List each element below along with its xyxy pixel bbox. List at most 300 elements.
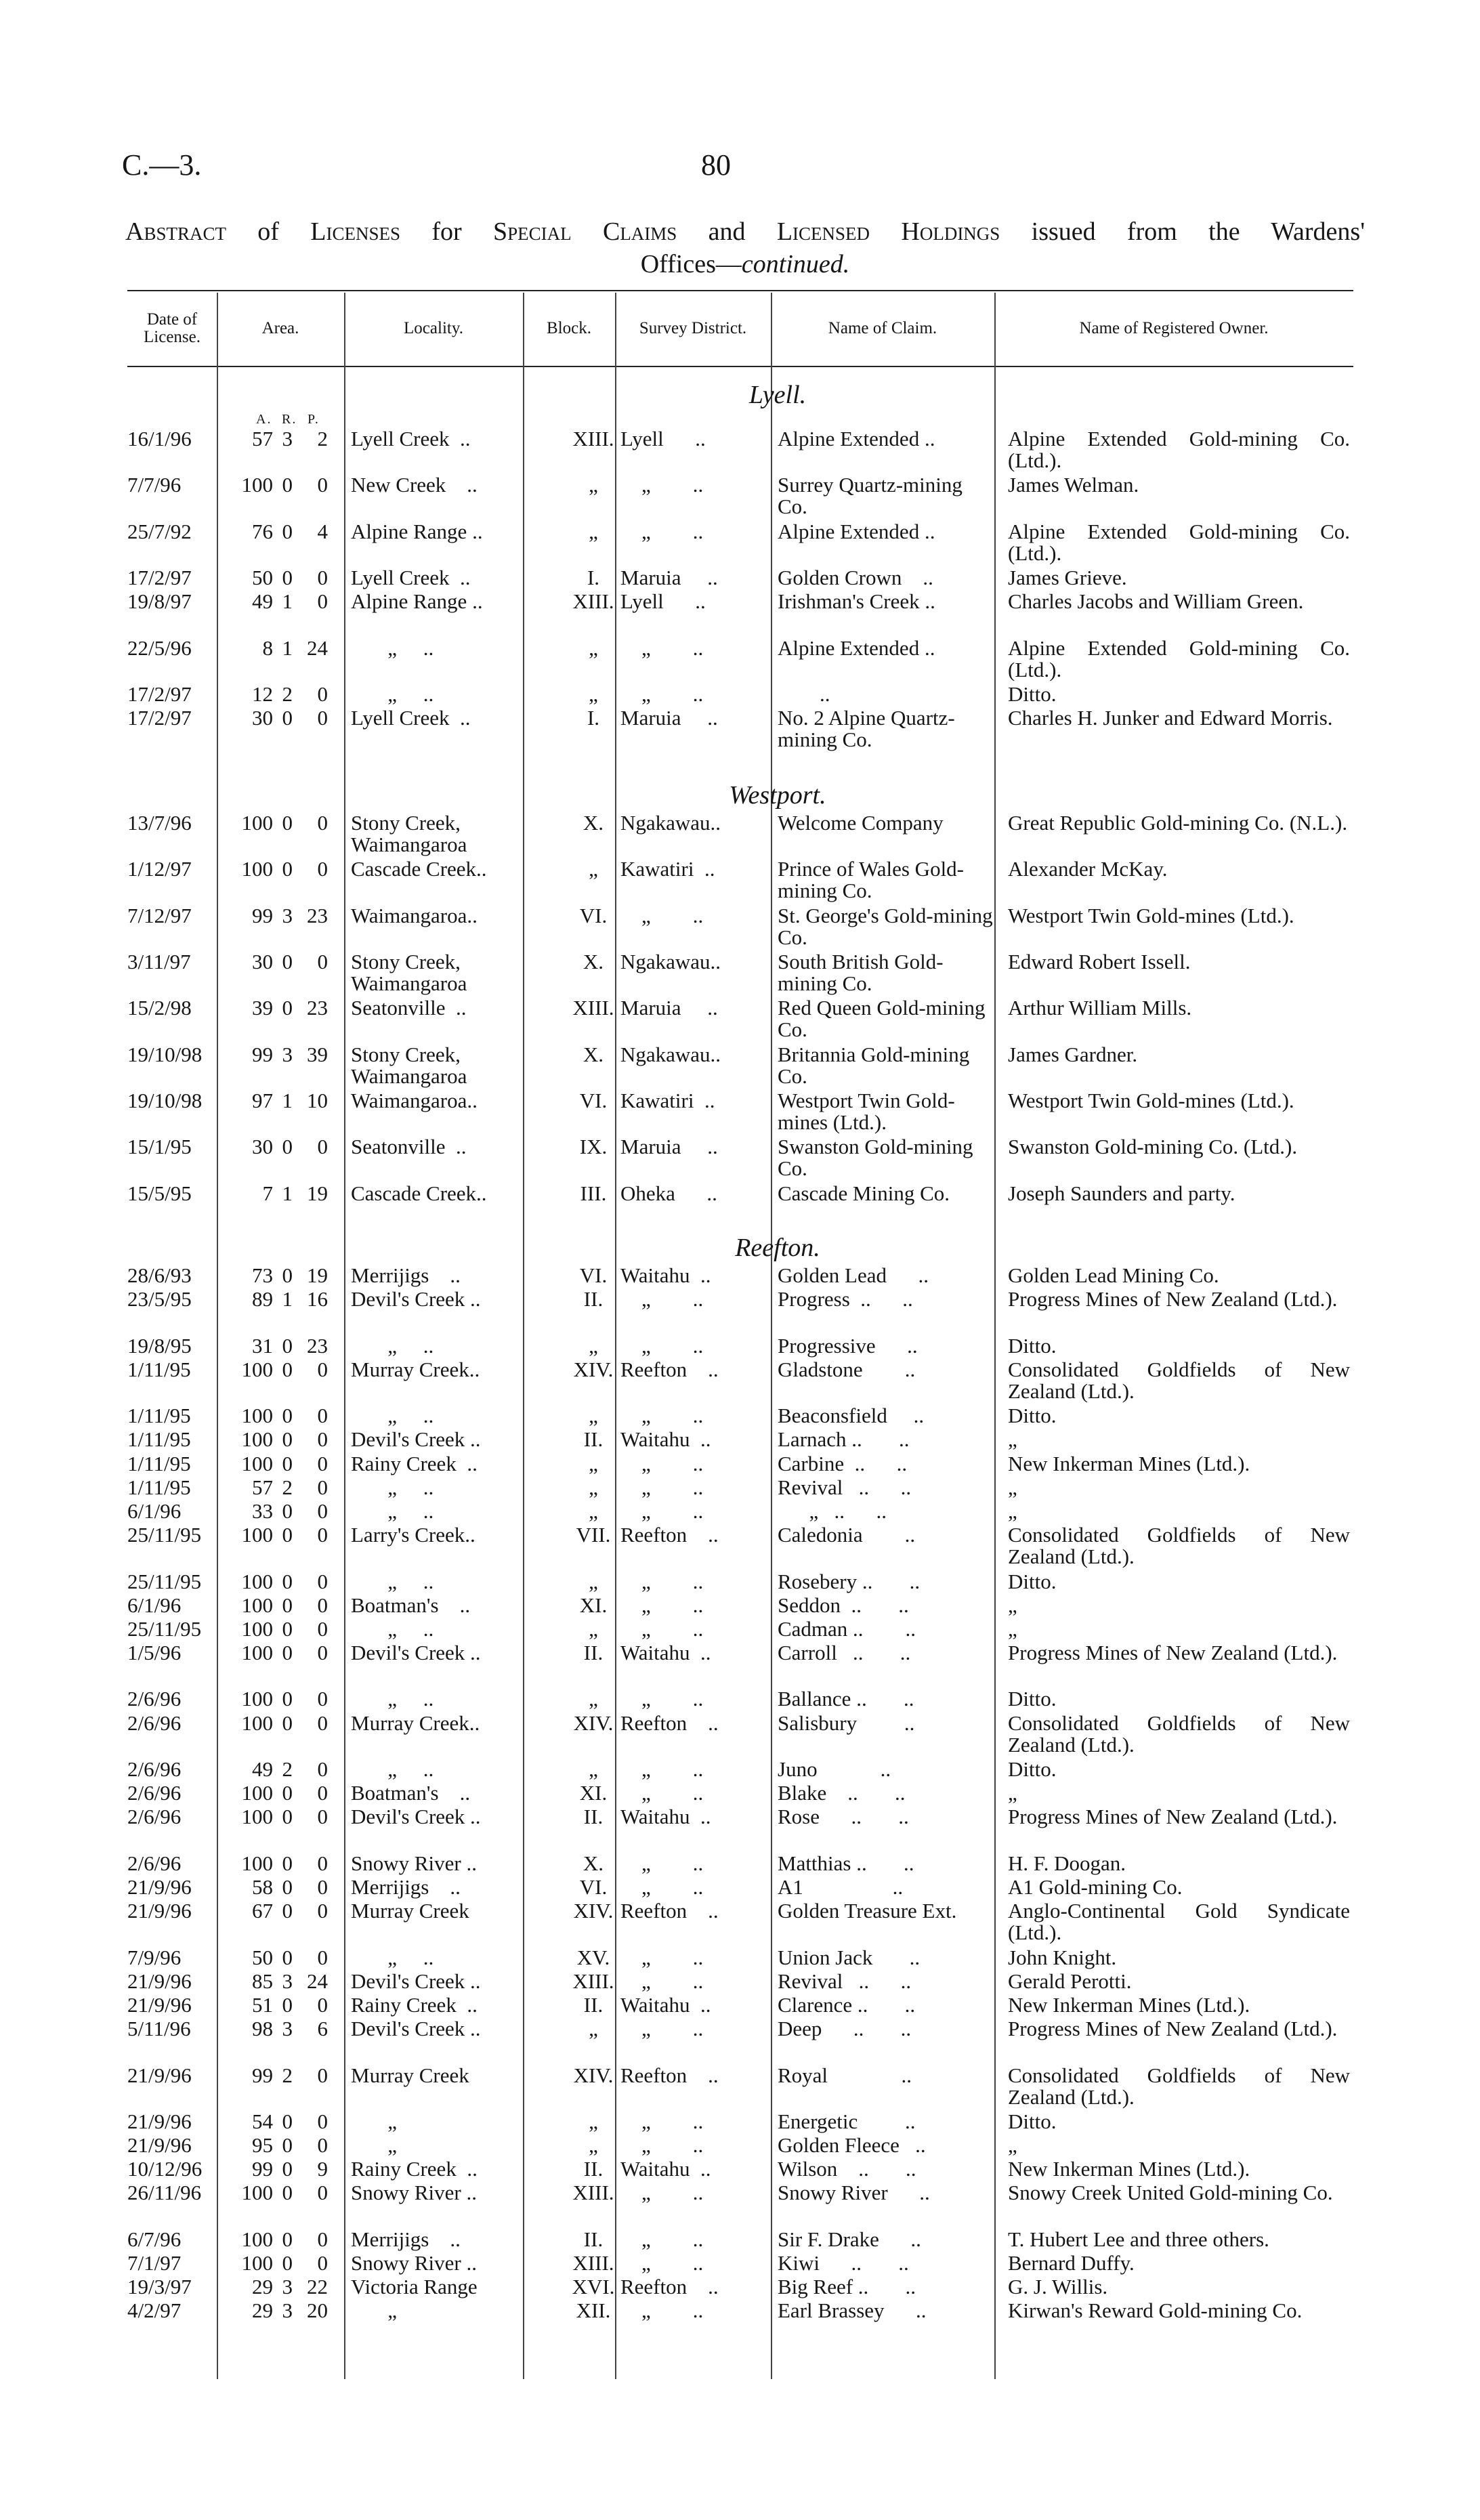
- locality: „ ..: [351, 635, 434, 660]
- license-date: 2/6/96: [127, 1805, 182, 1829]
- area-perches: 0: [317, 857, 328, 881]
- col-header-area: Area.: [261, 319, 299, 337]
- registered-owner: Charles Jacobs and William Green.: [1008, 589, 1304, 614]
- block: XIII.: [572, 996, 614, 1020]
- area-perches: 0: [317, 1523, 328, 1547]
- area-acres: 67: [252, 1899, 273, 1923]
- table-row: [127, 996, 1353, 1042]
- area-acres: 89: [252, 1287, 273, 1311]
- survey-district: „ ..: [620, 1593, 704, 1617]
- claim-name: South British Gold-mining Co.: [778, 949, 944, 995]
- locality: „: [351, 2109, 398, 2133]
- table-row: [127, 1593, 1353, 1617]
- block: „: [589, 1333, 598, 1358]
- area-acres: 99: [252, 2063, 273, 2087]
- area-perches: 0: [317, 1427, 328, 1452]
- area-perches: 0: [317, 1641, 328, 1665]
- survey-district: Ngakawau..: [620, 949, 721, 973]
- registered-owner: „: [1008, 1593, 1017, 1617]
- survey-district: Waitahu ..: [620, 1427, 711, 1452]
- block: XIII.: [572, 1969, 614, 1993]
- license-date: 1/11/95: [127, 1357, 191, 1381]
- claim-name: Surrey Quartz-mining Co.: [778, 473, 968, 519]
- area-roods: 0: [282, 996, 293, 1020]
- survey-district: Maruia ..: [620, 566, 718, 590]
- locality: Lyell Creek ..: [351, 706, 471, 730]
- table-row: [127, 904, 1353, 950]
- block: X.: [583, 949, 604, 973]
- section-spacer: [127, 1205, 1353, 1232]
- block: X.: [583, 1851, 604, 1875]
- section-title: Westport.: [729, 780, 826, 810]
- license-date: 7/7/96: [127, 473, 182, 497]
- area-acres: 100: [241, 1851, 273, 1875]
- locality: „ ..: [351, 1757, 434, 1782]
- locality: Alpine Range ..: [351, 519, 483, 543]
- area-acres: 29: [252, 2298, 273, 2323]
- area-acres: 100: [241, 1593, 273, 1617]
- block: „: [589, 1616, 598, 1641]
- block: XII.: [576, 2298, 611, 2323]
- claim-name: Larnach .. ..: [778, 1427, 910, 1452]
- table-header-bottom-rule: [127, 366, 1353, 367]
- table-row: [127, 2251, 1353, 2275]
- license-date: 21/9/96: [127, 2063, 192, 2087]
- registered-owner: New Inkerman Mines (Ltd.).: [1008, 1451, 1250, 1475]
- survey-district: „ ..: [620, 2109, 704, 2133]
- locality: Devil's Creek ..: [351, 1287, 481, 1311]
- survey-district: „ ..: [620, 903, 704, 927]
- area-perches: 0: [317, 1593, 328, 1617]
- license-date: 17/2/97: [127, 566, 192, 590]
- area-perches: 0: [317, 2063, 328, 2087]
- survey-district: „ ..: [620, 1404, 704, 1428]
- area-roods: 1: [282, 1287, 293, 1311]
- registered-owner: T. Hubert Lee and three others.: [1008, 2227, 1269, 2251]
- block: XI.: [579, 1593, 608, 1617]
- block: I.: [587, 706, 600, 730]
- locality: Devil's Creek ..: [351, 1805, 481, 1829]
- document-code: C.—3.: [122, 148, 202, 182]
- area-acres: 97: [252, 1089, 273, 1113]
- area-acres: 85: [252, 1969, 273, 1993]
- block: „: [589, 1757, 598, 1782]
- area-acres: 29: [252, 2275, 273, 2299]
- registered-owner: Bernard Duffy.: [1008, 2251, 1135, 2275]
- survey-district: Kawatiri ..: [620, 1089, 715, 1113]
- area-acres: 57: [252, 1475, 273, 1499]
- area-perches: 19: [307, 1181, 328, 1205]
- table-row: [127, 950, 1353, 996]
- survey-district: „ ..: [620, 2298, 704, 2323]
- col-header-locality: Locality.: [404, 319, 463, 337]
- block: II.: [583, 2157, 604, 2181]
- registered-owner: Alpine Extended Gold-mining Co. (Ltd.).: [1008, 519, 1355, 565]
- table-row: [127, 2063, 1353, 2109]
- area-roods: 0: [282, 1992, 293, 2017]
- license-date: 21/9/96: [127, 1992, 192, 2017]
- survey-district: Waitahu ..: [620, 1263, 711, 1288]
- area-roods: 0: [282, 949, 293, 973]
- area-roods: 3: [282, 427, 293, 450]
- area-roods: 2: [282, 1757, 293, 1782]
- block: „: [589, 635, 598, 660]
- block: „: [589, 2017, 598, 2041]
- locality: Cascade Creek..: [351, 857, 487, 881]
- area-roods: 0: [282, 2157, 293, 2181]
- table-row: [127, 1181, 1353, 1205]
- table-row: [127, 2109, 1353, 2133]
- area-perches: 0: [317, 1687, 328, 1711]
- registered-owner: Snowy Creek United Gold-mining Co.: [1008, 2181, 1333, 2205]
- claim-name: Caledonia ..: [778, 1523, 916, 1547]
- block: „: [589, 2109, 598, 2133]
- area-unit-r: R.: [282, 412, 297, 427]
- locality: Murray Creek..: [351, 1710, 480, 1735]
- block: VI.: [579, 1263, 608, 1288]
- block: II.: [583, 1992, 604, 2017]
- table-row: [127, 1946, 1353, 1969]
- area-acres: 49: [252, 589, 273, 614]
- registered-owner: Ditto.: [1008, 1404, 1057, 1428]
- area-acres: 50: [252, 1945, 273, 1969]
- area-perches: 23: [307, 996, 328, 1020]
- survey-district: „ ..: [620, 1969, 704, 1993]
- table-row: [127, 1452, 1353, 1475]
- locality: Rainy Creek ..: [351, 1451, 478, 1475]
- license-date: 1/11/95: [127, 1404, 191, 1428]
- area-acres: 58: [252, 1875, 273, 1899]
- survey-district: Waitahu ..: [620, 1992, 711, 2017]
- claim-name: Ballance .. ..: [778, 1687, 914, 1711]
- survey-district: Ngakawau..: [620, 810, 721, 835]
- locality: „ ..: [351, 1475, 434, 1499]
- area-roods: 0: [282, 2251, 293, 2275]
- locality: Devil's Creek ..: [351, 1427, 481, 1452]
- area-acres: 100: [241, 473, 273, 497]
- block: I.: [587, 566, 600, 590]
- area-roods: 0: [282, 1569, 293, 1593]
- area-acres: 8: [262, 635, 273, 660]
- license-date: 15/5/95: [127, 1181, 192, 1205]
- locality: Merrijigs ..: [351, 1875, 461, 1899]
- survey-district: Waitahu ..: [620, 1641, 711, 1665]
- area-roods: 0: [282, 810, 293, 835]
- license-date: 1/11/95: [127, 1451, 191, 1475]
- locality: „ ..: [351, 682, 434, 707]
- block: II.: [583, 2227, 604, 2251]
- area-roods: 1: [282, 1089, 293, 1113]
- area-roods: 0: [282, 1945, 293, 1969]
- area-roods: 0: [282, 1135, 293, 1159]
- col-header-survey: Survey District.: [639, 319, 747, 337]
- claim-name: Golden Crown ..: [778, 566, 933, 590]
- area-acres: 30: [252, 949, 273, 973]
- license-date: 5/11/96: [127, 2017, 191, 2041]
- area-acres: 100: [241, 1569, 273, 1593]
- area-roods: 3: [282, 2298, 293, 2323]
- survey-district: Reefton ..: [620, 2275, 719, 2299]
- locality: Alpine Range ..: [351, 589, 483, 614]
- area-perches: 0: [317, 810, 328, 835]
- area-acres: 98: [252, 2017, 273, 2041]
- license-date: 19/10/98: [127, 1042, 203, 1066]
- claim-name: Union Jack ..: [778, 1945, 921, 1969]
- area-perches: 0: [317, 1451, 328, 1475]
- block: XIII.: [572, 2181, 614, 2205]
- survey-district: „ ..: [620, 2251, 704, 2275]
- registered-owner: Anglo-Continental Gold Syndicate (Ltd.).: [1008, 1899, 1355, 1945]
- license-date: 2/6/96: [127, 1851, 182, 1875]
- claim-name: Irishman's Creek ..: [778, 589, 935, 614]
- table-row: [127, 1427, 1353, 1451]
- registered-owner: Golden Lead Mining Co.: [1008, 1263, 1219, 1288]
- table-row: [127, 2017, 1353, 2063]
- table-row: [127, 1687, 1353, 1710]
- table-row: [127, 1523, 1353, 1569]
- area-perches: 0: [317, 949, 328, 973]
- area-roods: 0: [282, 1523, 293, 1547]
- claim-name: Big Reef .. ..: [778, 2275, 916, 2299]
- survey-district: Reefton ..: [620, 1899, 719, 1923]
- registered-owner: Arthur William Mills.: [1008, 996, 1192, 1020]
- block: „: [589, 682, 598, 707]
- block: XIV.: [573, 1357, 614, 1381]
- block: XV.: [576, 1945, 610, 1969]
- section-title: Lyell.: [748, 381, 807, 409]
- area-roods: 0: [282, 1710, 293, 1735]
- area-perches: 9: [317, 2157, 328, 2181]
- survey-district: Oheka ..: [620, 1181, 717, 1205]
- table-row: [127, 2275, 1353, 2298]
- area-roods: 0: [282, 566, 293, 590]
- area-unit-a: A.: [256, 412, 272, 427]
- area-perches: 0: [317, 1475, 328, 1499]
- block: X.: [583, 810, 604, 835]
- claim-name: Clarence .. ..: [778, 1992, 916, 2017]
- locality: Snowy River ..: [351, 1851, 477, 1875]
- area-perches: 0: [317, 566, 328, 590]
- license-date: 1/11/95: [127, 1427, 191, 1452]
- table-row: [127, 1089, 1353, 1135]
- registered-owner: Westport Twin Gold-mines (Ltd.).: [1008, 1089, 1294, 1113]
- area-acres: 95: [252, 2133, 273, 2158]
- claim-name: Britannia Gold-mining Co.: [778, 1042, 975, 1088]
- locality: Waimangaroa..: [351, 1089, 478, 1113]
- block: II.: [583, 1805, 604, 1829]
- survey-district: Reefton ..: [620, 1710, 719, 1735]
- claim-name: Progressive ..: [778, 1333, 918, 1358]
- area-perches: 0: [317, 1616, 328, 1641]
- registered-owner: John Knight.: [1008, 1945, 1117, 1969]
- table-row: [127, 1475, 1353, 1499]
- area-roods: 0: [282, 2109, 293, 2133]
- table-row: [127, 2133, 1353, 2157]
- table-row: [127, 1969, 1353, 1993]
- license-date: 1/12/97: [127, 857, 192, 881]
- license-date: 6/7/96: [127, 2227, 182, 2251]
- area-perches: 0: [317, 1945, 328, 1969]
- survey-district: Maruia ..: [620, 996, 718, 1020]
- area-roods: 3: [282, 1042, 293, 1066]
- section-spacer: [127, 753, 1353, 780]
- area-perches: 0: [317, 473, 328, 497]
- area-acres: 76: [252, 519, 273, 543]
- col-header-owner: Name of Registered Owner.: [1079, 319, 1269, 337]
- survey-district: Maruia ..: [620, 1135, 718, 1159]
- area-acres: 100: [241, 2227, 273, 2251]
- license-date: 21/9/96: [127, 2109, 192, 2133]
- area-acres: 51: [252, 1992, 273, 2017]
- block: XIII.: [572, 427, 614, 450]
- block: XIII.: [572, 2251, 614, 2275]
- table-top-rule: [127, 290, 1353, 291]
- area-roods: 2: [282, 2063, 293, 2087]
- area-perches: 0: [317, 1781, 328, 1805]
- table-row: [127, 1875, 1353, 1899]
- area-perches: 0: [317, 682, 328, 707]
- area-roods: 0: [282, 519, 293, 543]
- area-acres: 100: [241, 1404, 273, 1428]
- claim-name: Carroll .. ..: [778, 1641, 911, 1665]
- registered-owner: Charles H. Junker and Edward Morris.: [1008, 706, 1333, 730]
- table-row: [127, 636, 1353, 682]
- table-row: [127, 427, 1353, 473]
- table-row: [127, 1805, 1353, 1851]
- locality: „ ..: [351, 1404, 434, 1428]
- block: XIV.: [573, 1899, 614, 1923]
- license-date: 23/5/95: [127, 1287, 192, 1311]
- area-perches: 23: [307, 903, 328, 927]
- table-row: [127, 1757, 1353, 1781]
- locality: Lyell Creek ..: [351, 427, 471, 450]
- registered-owner: „: [1008, 1616, 1017, 1641]
- block: XVI.: [572, 2275, 615, 2299]
- area-perches: 10: [307, 1089, 328, 1113]
- area-acres: 100: [241, 2251, 273, 2275]
- license-date: 7/1/97: [127, 2251, 182, 2275]
- area-perches: 24: [307, 635, 328, 660]
- area-acres: 57: [252, 427, 273, 450]
- registered-owner: „: [1008, 1781, 1017, 1805]
- block: „: [589, 1498, 598, 1523]
- block: „: [589, 1475, 598, 1499]
- registered-owner: New Inkerman Mines (Ltd.).: [1008, 1992, 1250, 2017]
- area-roods: 0: [282, 1851, 293, 1875]
- title-line-2: Offices—continued.: [640, 250, 850, 278]
- block: IX.: [579, 1135, 608, 1159]
- area-roods: 0: [282, 1404, 293, 1428]
- block: „: [589, 1569, 598, 1593]
- table-row: [127, 1851, 1353, 1875]
- area-roods: 0: [282, 2133, 293, 2158]
- locality: Stony Creek, Waimangaroa: [351, 810, 467, 856]
- area-perches: 0: [317, 2251, 328, 2275]
- survey-district: „ ..: [620, 2181, 704, 2205]
- claim-name: Sir F. Drake ..: [778, 2227, 921, 2251]
- locality: Boatman's ..: [351, 1781, 471, 1805]
- table-row: [127, 2298, 1353, 2345]
- registered-owner: Consolidated Goldfields of New Zealand (Ltd.).: [1008, 2063, 1355, 2109]
- registered-owner: Westport Twin Gold-mines (Ltd.).: [1008, 903, 1294, 927]
- license-date: 19/8/97: [127, 589, 192, 614]
- locality: Seatonville ..: [351, 1135, 467, 1159]
- area-acres: 100: [241, 1641, 273, 1665]
- license-date: 15/2/98: [127, 996, 192, 1020]
- area-perches: 0: [317, 1135, 328, 1159]
- registered-owner: „: [1008, 1475, 1017, 1499]
- locality: Larry's Creek..: [351, 1523, 475, 1547]
- block: „: [589, 519, 598, 543]
- area-acres: 100: [241, 1451, 273, 1475]
- survey-district: Waitahu ..: [620, 2157, 711, 2181]
- area-perches: 24: [307, 1969, 328, 1993]
- area-perches: 0: [317, 2133, 328, 2158]
- license-date: 2/6/96: [127, 1757, 182, 1782]
- license-date: 17/2/97: [127, 706, 192, 730]
- area-perches: 0: [317, 1357, 328, 1381]
- block: „: [589, 1451, 598, 1475]
- license-date: 7/9/96: [127, 1945, 182, 1969]
- area-acres: 99: [252, 1042, 273, 1066]
- claim-name: Wilson .. ..: [778, 2157, 916, 2181]
- col-header-claim: Name of Claim.: [828, 319, 937, 337]
- area-acres: 54: [252, 2109, 273, 2133]
- claim-name: Rose .. ..: [778, 1805, 909, 1829]
- area-roods: 0: [282, 1593, 293, 1617]
- registered-owner: Ditto.: [1008, 1333, 1057, 1358]
- claim-name: Gladstone ..: [778, 1357, 916, 1381]
- registered-owner: Swanston Gold-mining Co. (Ltd.).: [1008, 1135, 1298, 1159]
- area-perches: 0: [317, 589, 328, 614]
- area-roods: 1: [282, 635, 293, 660]
- license-date: 25/11/95: [127, 1523, 202, 1547]
- license-date: 19/3/97: [127, 2275, 192, 2299]
- registered-owner: James Gardner.: [1008, 1042, 1138, 1066]
- locality: „ ..: [351, 1498, 434, 1523]
- registered-owner: Progress Mines of New Zealand (Ltd.).: [1008, 1641, 1338, 1665]
- license-date: 26/11/96: [127, 2181, 202, 2205]
- block: VII.: [576, 1523, 611, 1547]
- license-date: 7/12/97: [127, 903, 192, 927]
- claim-name: Deep .. ..: [778, 2017, 912, 2041]
- claim-name: Welcome Company: [778, 810, 944, 835]
- area-perches: 20: [307, 2298, 328, 2323]
- area-acres: 100: [241, 1357, 273, 1381]
- claim-name: Energetic ..: [778, 2109, 916, 2133]
- survey-district: „ ..: [620, 1687, 704, 1711]
- survey-district: „ ..: [620, 1333, 704, 1358]
- area-acres: 100: [241, 1427, 273, 1452]
- survey-district: „ ..: [620, 1757, 704, 1782]
- area-acres: 49: [252, 1757, 273, 1782]
- locality: Merrijigs ..: [351, 2227, 461, 2251]
- block: III.: [580, 1181, 607, 1205]
- claim-name: St. George's Gold-mining Co.: [778, 903, 998, 949]
- license-table-body: [127, 379, 1353, 2345]
- area-acres: 30: [252, 1135, 273, 1159]
- license-date: 2/6/96: [127, 1710, 182, 1735]
- area-acres: 100: [241, 1523, 273, 1547]
- block: „: [589, 1404, 598, 1428]
- registered-owner: Progress Mines of New Zealand (Ltd.).: [1008, 1287, 1338, 1311]
- area-roods: 0: [282, 1427, 293, 1452]
- registered-owner: Joseph Saunders and party.: [1008, 1181, 1235, 1205]
- block: II.: [583, 1641, 604, 1665]
- table-row: [127, 566, 1353, 589]
- locality: Snowy River ..: [351, 2251, 477, 2275]
- claim-name: Golden Lead ..: [778, 1263, 929, 1288]
